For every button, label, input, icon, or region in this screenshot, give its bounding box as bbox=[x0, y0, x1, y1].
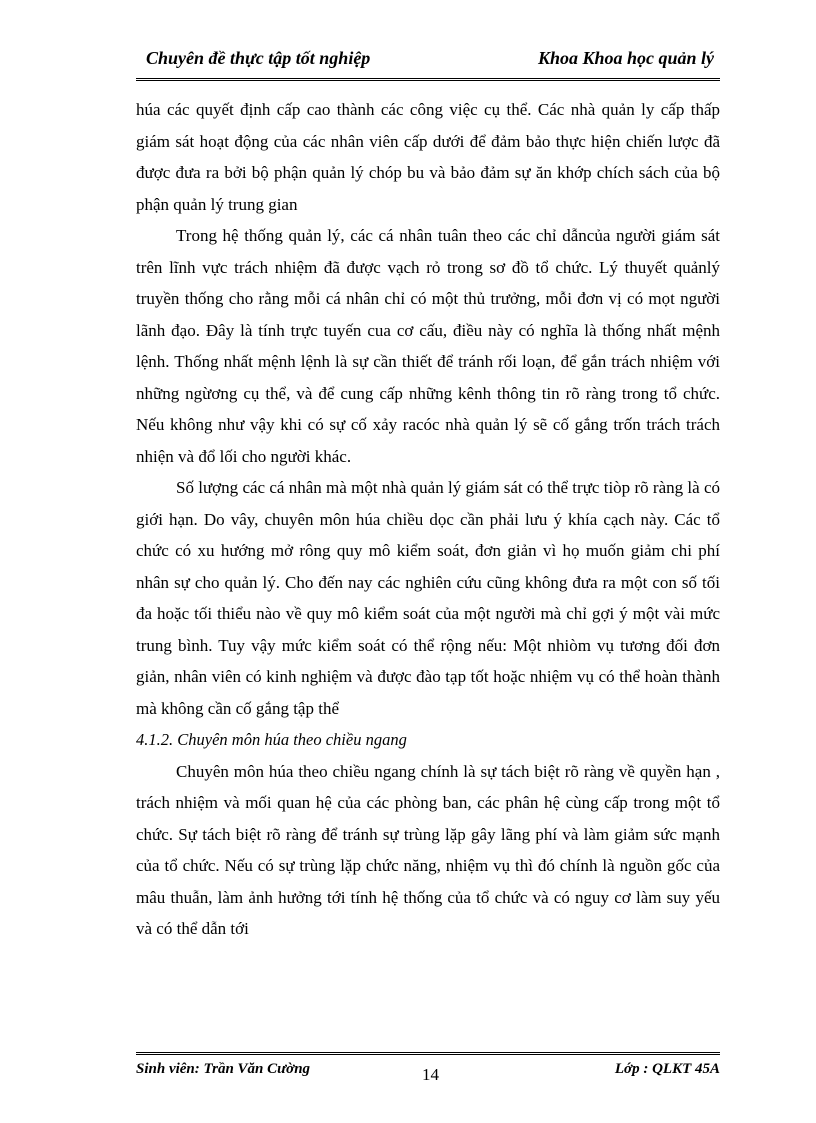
paragraph-management-system: Trong hệ thống quản lý, các cá nhân tuân theo các chỉ dẫncủa người giám sát trên lĩnh vực trách nhiệm đã được vạch rỏ trong sơ đồ tổ chức. Lý thuyết quảnlý truyền thống cho rằng mỗi cá nhân chỉ có một thủ trưởng, mỗi đơn vị có mọt người lãnh đạo. Đây là tính trực tuyến cua cơ cấu, điều này có nghĩa là thống nhất mệnh lệnh. Thống nhất mệnh lệnh là sự cần thiết để tránh rối loạn, để gắn trách nhiệm với những ngừơng cụ thể, và để cung cấp những kênh thông tin rõ ràng trong tổ chức. Nếu không như vậy khi có sự cố xảy racóc nhà quản lý sẽ cố gắng trốn trách trách nhiện và đổ lối cho người khác. bbox=[136, 226, 720, 466]
page-footer bbox=[136, 1052, 720, 1089]
footer-class: Lớp : QLKT 45A bbox=[614, 1061, 720, 1077]
paragraph-continuation: húa các quyết định cấp cao thành các công việc cụ thể. Các nhà quản ly cấp thấp giám sát hoạt động của các nhân viên cấp dưới để đảm bảo thực hiện chiến lược đã được đưa ra bởi bộ phận quản lý chóp bu và bảo đảm sự ăn khớp chích sách của bộ phận quản lý trung gian bbox=[136, 100, 720, 214]
header-report-title: Chuyên đề thực tập tốt nghiệp bbox=[146, 48, 371, 68]
paragraph-horizontal-specialization: Chuyên môn húa theo chiều ngang chính là sự tách biệt rõ ràng về quyền hạn , trách nhiệm và mối quan hệ của các phòng ban, các phân hệ cùng cấp trong một tổ chức. Sự tách biệt rõ ràng để tránh sự trùng lặp gây lãng phí và làm giảm sức mạnh của tổ chức. Nếu có sự trùng lặp chức năng, nhiệm vụ thì đó chính là nguồn gốc của mâu thuẫn, làm ảnh hưởng tới tính hệ thống của tổ chức và có nguy cơ làm suy yếu và có thể dẫn tới bbox=[136, 761, 720, 938]
page-number: 14 bbox=[422, 1065, 439, 1084]
page-header bbox=[136, 44, 720, 81]
section-heading-horizontal-specialization: 4.1.2. Chuyên môn húa theo chiều ngang bbox=[136, 730, 407, 749]
footer-student-name: Sinh viên: Trần Văn Cường bbox=[136, 1061, 311, 1077]
paragraph-span-of-control: Số lượng các cá nhân mà một nhà quản lý giám sát có thể trực tiòp rõ ràng là có giới hạn. Do vây, chuyên môn húa chiều dọc cần phải lưu ý khía cạch này. Các tổ chức có xu hướng mở rông quy mô kiểm soát, đơn giản vì họ muốn giảm chi phí nhân sự cho quản lý. Cho đến nay các nghiên cứu cũng không đưa ra một con số tối đa hoặc tối thiểu nào về quy mô kiểm soát của một người mà chỉ gợi ý một vài mức trung bình. Tuy vậy mức kiểm soát có thể rộng nếu: Một nhiòm vụ tương đối đơn giản, nhân viên có kinh nghiệm và được đào tạp tốt hoặc nhiệm vụ có thể hoàn thành mà không cần cố gắng tập thể bbox=[136, 478, 720, 718]
header-faculty: Khoa Khoa học quản lý bbox=[537, 48, 714, 68]
document-body bbox=[136, 94, 720, 945]
